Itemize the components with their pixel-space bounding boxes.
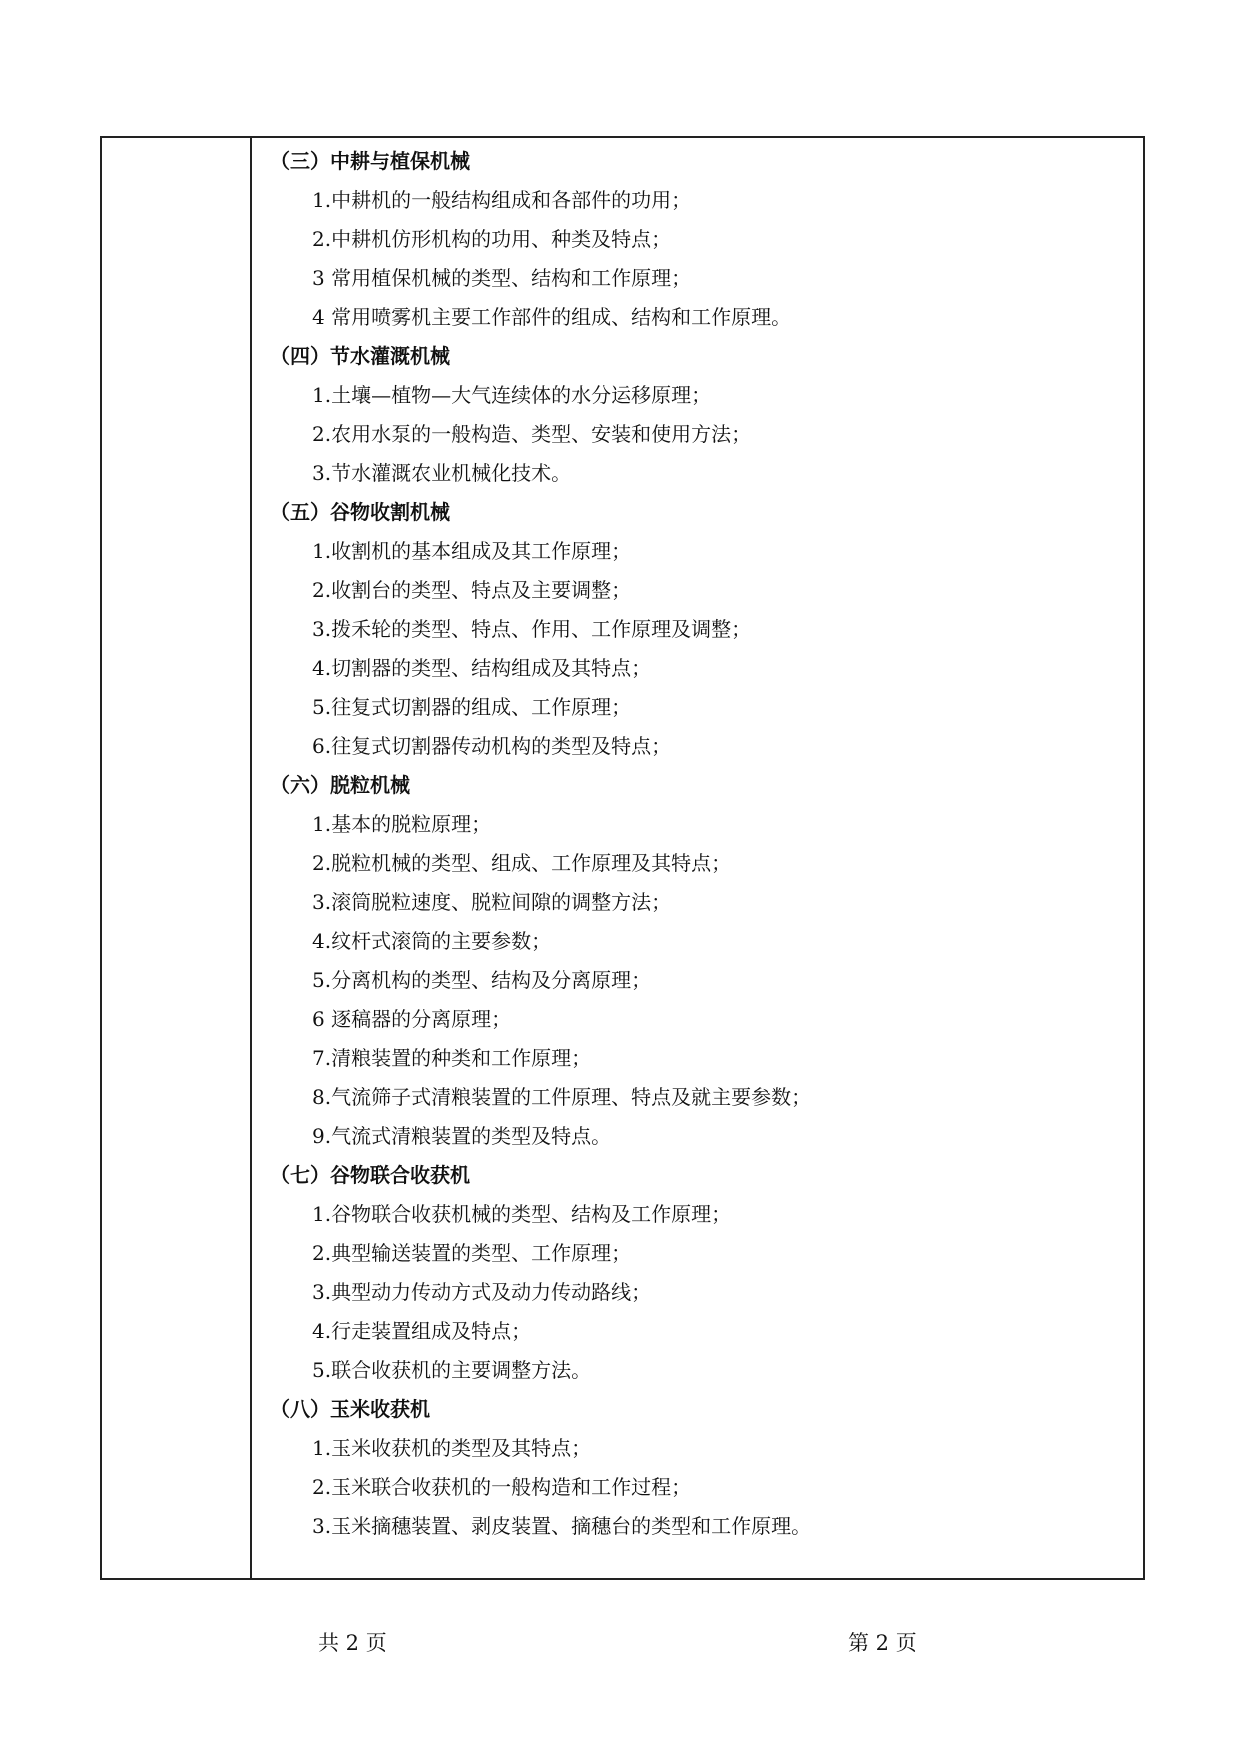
section-heading: （五）谷物收割机械 — [270, 500, 450, 524]
syllabus-content — [270, 142, 1123, 1546]
list-item: 6 逐稿器的分离原理； — [312, 1007, 512, 1031]
section-5 — [270, 493, 1123, 766]
list-item: 4.切割器的类型、结构组成及其特点； — [312, 656, 652, 680]
section-heading: （六）脱粒机械 — [270, 773, 410, 797]
list-item: 2.收割台的类型、特点及主要调整； — [312, 578, 632, 602]
list-item: 2.典型输送装置的类型、工作原理； — [312, 1241, 632, 1265]
section-heading: （七）谷物联合收获机 — [270, 1163, 470, 1187]
list-item: 4.纹杆式滚筒的主要参数； — [312, 929, 552, 953]
section-4 — [270, 337, 1123, 493]
column-divider — [250, 138, 252, 1578]
list-item: 2.农用水泵的一般构造、类型、安装和使用方法； — [312, 422, 752, 446]
page-number: 第 2 页 — [848, 1631, 917, 1655]
syllabus-table — [100, 136, 1145, 1580]
list-item: 9.气流式清粮装置的类型及特点。 — [312, 1124, 612, 1148]
list-item: 3 常用植保机械的类型、结构和工作原理； — [312, 266, 692, 290]
list-item: 8.气流筛子式清粮装置的工件原理、特点及就主要参数； — [312, 1085, 812, 1109]
section-6 — [270, 766, 1123, 1156]
list-item: 2.玉米联合收获机的一般构造和工作过程； — [312, 1475, 692, 1499]
list-item: 1.中耕机的一般结构组成和各部件的功用； — [312, 188, 692, 212]
list-item: 5.往复式切割器的组成、工作原理； — [312, 695, 632, 719]
list-item: 3.节水灌溉农业机械化技术。 — [312, 461, 572, 485]
list-item: 1.玉米收获机的类型及其特点； — [312, 1436, 592, 1460]
list-item: 1.谷物联合收获机械的类型、结构及工作原理； — [312, 1202, 732, 1226]
section-7 — [270, 1156, 1123, 1390]
list-item: 5.联合收获机的主要调整方法。 — [312, 1358, 592, 1382]
list-item: 4 常用喷雾机主要工作部件的组成、结构和工作原理。 — [312, 305, 792, 329]
page-count: 共 2 页 — [318, 1631, 387, 1655]
list-item: 3.拨禾轮的类型、特点、作用、工作原理及调整； — [312, 617, 752, 641]
section-3 — [270, 142, 1123, 337]
list-item: 4.行走装置组成及特点； — [312, 1319, 532, 1343]
list-item: 1.收割机的基本组成及其工作原理； — [312, 539, 632, 563]
list-item: 3.典型动力传动方式及动力传动路线； — [312, 1280, 652, 1304]
section-heading: （四）节水灌溉机械 — [270, 344, 450, 368]
list-item: 2.中耕机仿形机构的功用、种类及特点； — [312, 227, 672, 251]
list-item: 7.清粮装置的种类和工作原理； — [312, 1046, 592, 1070]
list-item: 3.滚筒脱粒速度、脱粒间隙的调整方法； — [312, 890, 672, 914]
list-item: 5.分离机构的类型、结构及分离原理； — [312, 968, 652, 992]
section-heading: （三）中耕与植保机械 — [270, 149, 470, 173]
list-item: 1.基本的脱粒原理； — [312, 812, 492, 836]
section-heading: （八）玉米收获机 — [270, 1397, 430, 1421]
list-item: 2.脱粒机械的类型、组成、工作原理及其特点； — [312, 851, 732, 875]
list-item: 3.玉米摘穗装置、剥皮装置、摘穗台的类型和工作原理。 — [312, 1514, 812, 1538]
section-8 — [270, 1390, 1123, 1546]
list-item: 1.土壤—植物—大气连续体的水分运移原理； — [312, 383, 712, 407]
list-item: 6.往复式切割器传动机构的类型及特点； — [312, 734, 672, 758]
